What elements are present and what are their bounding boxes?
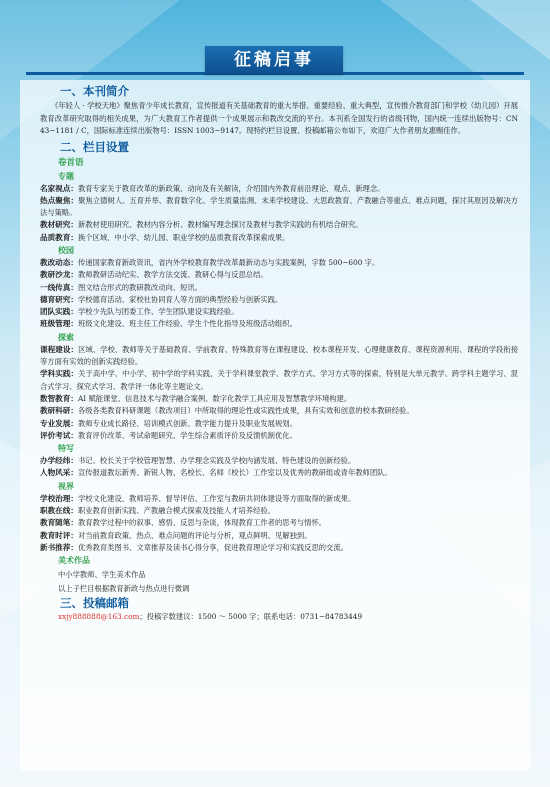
column-item: 德育研究：学校德育活动、家校社协同育人等方面的典型经验与创新实践。 — [40, 294, 283, 304]
art-works-text: 中小学教师、学生美术作品 — [58, 570, 146, 580]
intro-paragraph: 《年轻人 · 学校天地》聚焦青少年成长教育，宣传报道有关基础教育的重大举措、重要经验、重大典型，宣传推介教育部门和学校（幼儿园）开展教育改革研究取得的相关成果，为广大教育工作者提供一个成果展示和教改交流的平台。本刊系全国发行的省级刊物，国内统一连续出版物号：CN 43−1181 / C，国际标准连续出版物号：ISSN 1003−9147。现特约栏目设置、投稿邮箱公布如下，欢迎广大作者朋友惠赐佳作。 — [40, 101, 518, 135]
subgroup-title: 特写 — [58, 444, 74, 454]
section-intro-title: 一、本刊简介 — [60, 84, 129, 98]
column-item: 教研科研：各级各类教育科研课题（教改项目）中所取得的理论性或实践性成果，具有实效和创意的校本教研经验。 — [40, 406, 414, 416]
art-works-title: 美术作品 — [58, 556, 90, 566]
column-item: 学科实践：关于高中学、中小学、初中学的学科实践，关于学科课堂教学、教学方式、学习方式等的探索，特别是大单元教学、跨学科主题学习、混合式学习、探究式学习、教学评一体化等主题论文。 — [40, 369, 519, 391]
column-item: 教研沙龙：教师教研活动纪实、教学方法交流、教研心得与反思总结。 — [40, 270, 268, 280]
column-item: 学校治理：学校文化建设、教师培养、督导评估、工作室与教研共同体建设等方面取得的新成果。 — [40, 493, 356, 503]
column-item: 职教在线：职业教育创新实践、产教融合模式探索及技能人才培养经验。 — [40, 506, 275, 516]
group-title: 卷首语 — [58, 157, 84, 168]
column-item: 专业发展：教师专业成长路径、培训模式创新、教学能力提升及职业发展规划。 — [40, 418, 297, 428]
column-item: 班级管理：班级文化建设、班主任工作经验、学生个性化指导及班级活动组织。 — [40, 319, 297, 329]
column-item: 评价考试：教育评价改革、考试命题研究、学生综合素质评价及反馈机制优化。 — [40, 430, 297, 440]
column-item: 人物风采：宣传报道教坛新秀、新锐人物、名校长、名师（校长）工作室以及优秀的教研组或青年教师团队。 — [40, 468, 392, 478]
contact-line: xxjy888888@163.com；投稿字数建议：1500 ～ 5000 字；联系电话：0731−84783449 — [58, 612, 363, 622]
subgroup-title: 专题 — [58, 171, 74, 181]
column-item: 一线传真：图文结合形式的教研教改动向、短讯。 — [40, 282, 203, 292]
column-item: 教育随笔：教育教学过程中的叙事、感悟、反思与杂谈，体现教育工作者的思考与情怀。 — [40, 518, 327, 528]
column-item: 教改动态：传递国家教育新政资讯，省内外学校教育教学改革最新动态与实践案例，字数 500−600 字。 — [40, 257, 380, 267]
email-link[interactable]: xxjy888888@163.com — [58, 612, 140, 622]
page-title: 征稿启事 — [205, 46, 343, 74]
column-item: 热点聚焦：聚焦立德树人、五育并举、教育数字化、学生质量监测、未来学校建设、大思政教育、产教融合等重点、难点问题，探讨其原因及解决方法与策略。 — [40, 195, 519, 218]
column-item: 名家视点：教育专家关于教育改革的新政策、动向及有关解读，介绍国内外教育前沿理论、观点、新理念。 — [40, 183, 385, 193]
column-item: 教育时评：对当前教育政策、热点、难点问题的评论与分析，观点鲜明、见解独到。 — [40, 530, 312, 540]
column-item: 教材研究：新教材使用研究、教材内容分析、教材编写理念探讨及教材与教学实践的有机结合研究。 — [40, 220, 363, 230]
footnote: 以上子栏目根据教育新政与热点进行微调 — [58, 584, 190, 594]
column-item: 品质教育：换个区域、中小学、幼儿园、职业学校的品质教育改革探索成果。 — [40, 232, 290, 242]
subgroup-title: 校园 — [58, 245, 74, 255]
column-item: 新书推荐：优秀教育类图书、文章推荐及读书心得分享，促进教育理论学习和实践反思的交流。 — [40, 542, 348, 552]
column-item: 团队实践：学校少先队与团委工作、学生团队建设实践经验。 — [40, 307, 239, 317]
subgroup-title: 视界 — [58, 481, 74, 491]
content — [40, 84, 518, 623]
section-columns-title: 二、栏目设置 — [60, 139, 129, 154]
subgroup-title: 探索 — [58, 332, 74, 342]
column-item: 办学经纬：书记、校长关于学校管理智慧、办学理念实践及学校内涵发展、特色建设的创新经验。 — [40, 456, 356, 466]
section-contact-title: 三、投稿邮箱 — [60, 596, 129, 611]
column-item: 数智教育：AI 赋能课堂、信息技术与教学融合案例、数字化教学工具应用及智慧教学环境构建。 — [40, 393, 352, 403]
column-item: 课程建设：区域、学校、教师等关于基础教育、学前教育、特殊教育等在课程建设、校本课程开发、心理健康教育、课程资源利用、课程的学段衔接等方面有实效的创新实践经验。 — [40, 344, 519, 367]
